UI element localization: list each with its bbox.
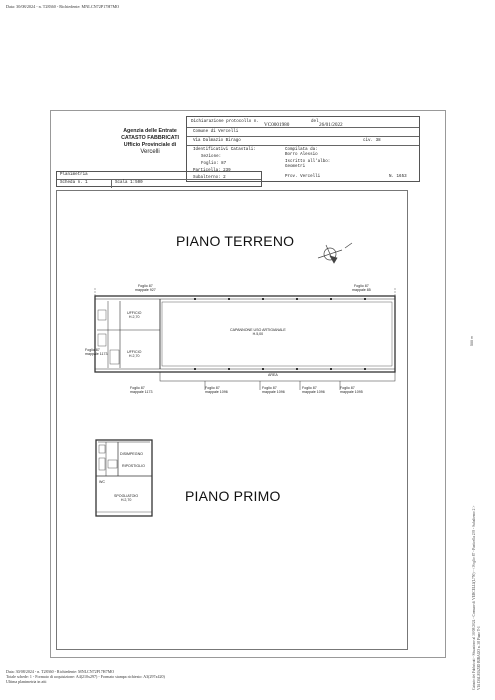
scheda-number: Scheda n. 1 [60,181,88,185]
footer-line-2: Totale schede: 1 - Formato di acquisizione: A4(210x297) - Formato stampa richiesto: A3(297x420) [6,674,165,679]
comune: Comune di Vercelli [193,130,239,134]
room-label: RIPOSTIGLIO [122,464,145,468]
side-caption [472,506,482,690]
ident-label: Identificativi Catastali: [193,148,256,152]
footer-line-1: Data: 30/08/2024 - n. T28360 - Richiedente: MNLCN72P17H7MO [6,669,115,674]
foglio: Foglio: 87 [201,162,227,166]
plot-label-text: Foglio 87 mappale 1096 [205,386,228,394]
ufficio-city: Vercelli [140,149,160,155]
plot-label [135,284,156,292]
floor-title-first: PIANO PRIMO [185,488,281,504]
side-caption-line2: VIA DALMAZIO BIRAGO n. 38 Piano T-1 [477,626,481,690]
scale-mark-text: 500 m [470,336,474,346]
plot-label-text: Foglio 87 mappale 85 [352,284,371,292]
room-label-text: UFFICIO H.2,70 [127,350,142,358]
plot-label [340,386,363,394]
scale-mark [468,330,478,348]
compilata-label: Compilata da: [285,148,318,152]
room-label [127,311,141,319]
document-header: Data: 30/08/2024 - n. T28360 - Richiedente: MNLCN72P17H7MO [6,4,120,9]
agency-name: Agenzia delle Entrate [123,128,177,134]
scale: Scala 1:500 [115,181,143,185]
planimetria-title: Planimetria [60,173,88,177]
subalterno: Subalterno: 2 [193,176,226,180]
plot-label [262,386,285,394]
province: Prov. Vercelli [285,175,321,179]
footer-line-3: Ultima planimetria in atti [6,679,47,684]
plot-label-text: Foglio 87 mappale 1173 [85,348,108,356]
protocol-date-label: del [311,120,319,124]
room-label-text: UFFICIO H.2,70 [127,311,142,319]
room-label [230,328,286,336]
plot-label [85,348,108,356]
plot-label [352,284,371,292]
document-footer [6,669,165,684]
particella: Particella: 239 [193,169,231,173]
protocol-date: 26/01/2022 [319,122,343,128]
room-label: WC [99,480,105,484]
compilata-name: Borro Alessio [285,153,318,157]
ground-floor-plan [95,288,395,390]
plot-label-text: Foglio 87 mappale 1095 [340,386,363,394]
plot-label-text: Foglio 87 mappale 1173 [130,386,153,394]
plot-label [205,386,228,394]
registration-number: N. 1653 [389,175,407,179]
room-label [127,350,141,358]
plot-label-text: Foglio 87 mappale 1096 [302,386,325,394]
room-label-text: CAPANNONE USO ARTIGIANALE H.5,00 [230,328,286,336]
plot-label-text: Foglio 87 mappale 1096 [262,386,285,394]
address: Via Dalmazio Birago [193,139,241,143]
ufficio-label: Ufficio Provinciale di [123,142,177,148]
protocol-number: VC0001980 [264,122,290,128]
plot-label [302,386,325,394]
plot-label [130,386,153,394]
side-caption-line1: Catasto dei Fabbricati - Situazione al 30/08/2024 - Comune di VERCELLI(L750) - < Foglio 87 - Particella 239 - Subalterno 2 > [472,505,476,690]
room-label: DISIMPEGNO [120,452,143,456]
iscritto-label: Iscritto all'albo: [285,160,331,164]
plot-label-text: Foglio 87 mappale 927 [135,284,156,292]
iscritto-value: Geometri [285,165,306,169]
north-arrow-icon [318,243,352,263]
catasto-title: CATASTO FABBRICATI [121,135,179,141]
room-label [114,494,138,502]
protocol-label: Dichiarazione protocollo n. [191,120,259,124]
floor-title-ground: PIANO TERRENO [176,233,295,249]
room-label-text: SPOGLIATOIO H.2,70 [114,494,139,502]
sezione: Sezione: [201,155,222,159]
civic-number: civ. 38 [363,139,381,143]
room-label: AREA [268,373,278,377]
